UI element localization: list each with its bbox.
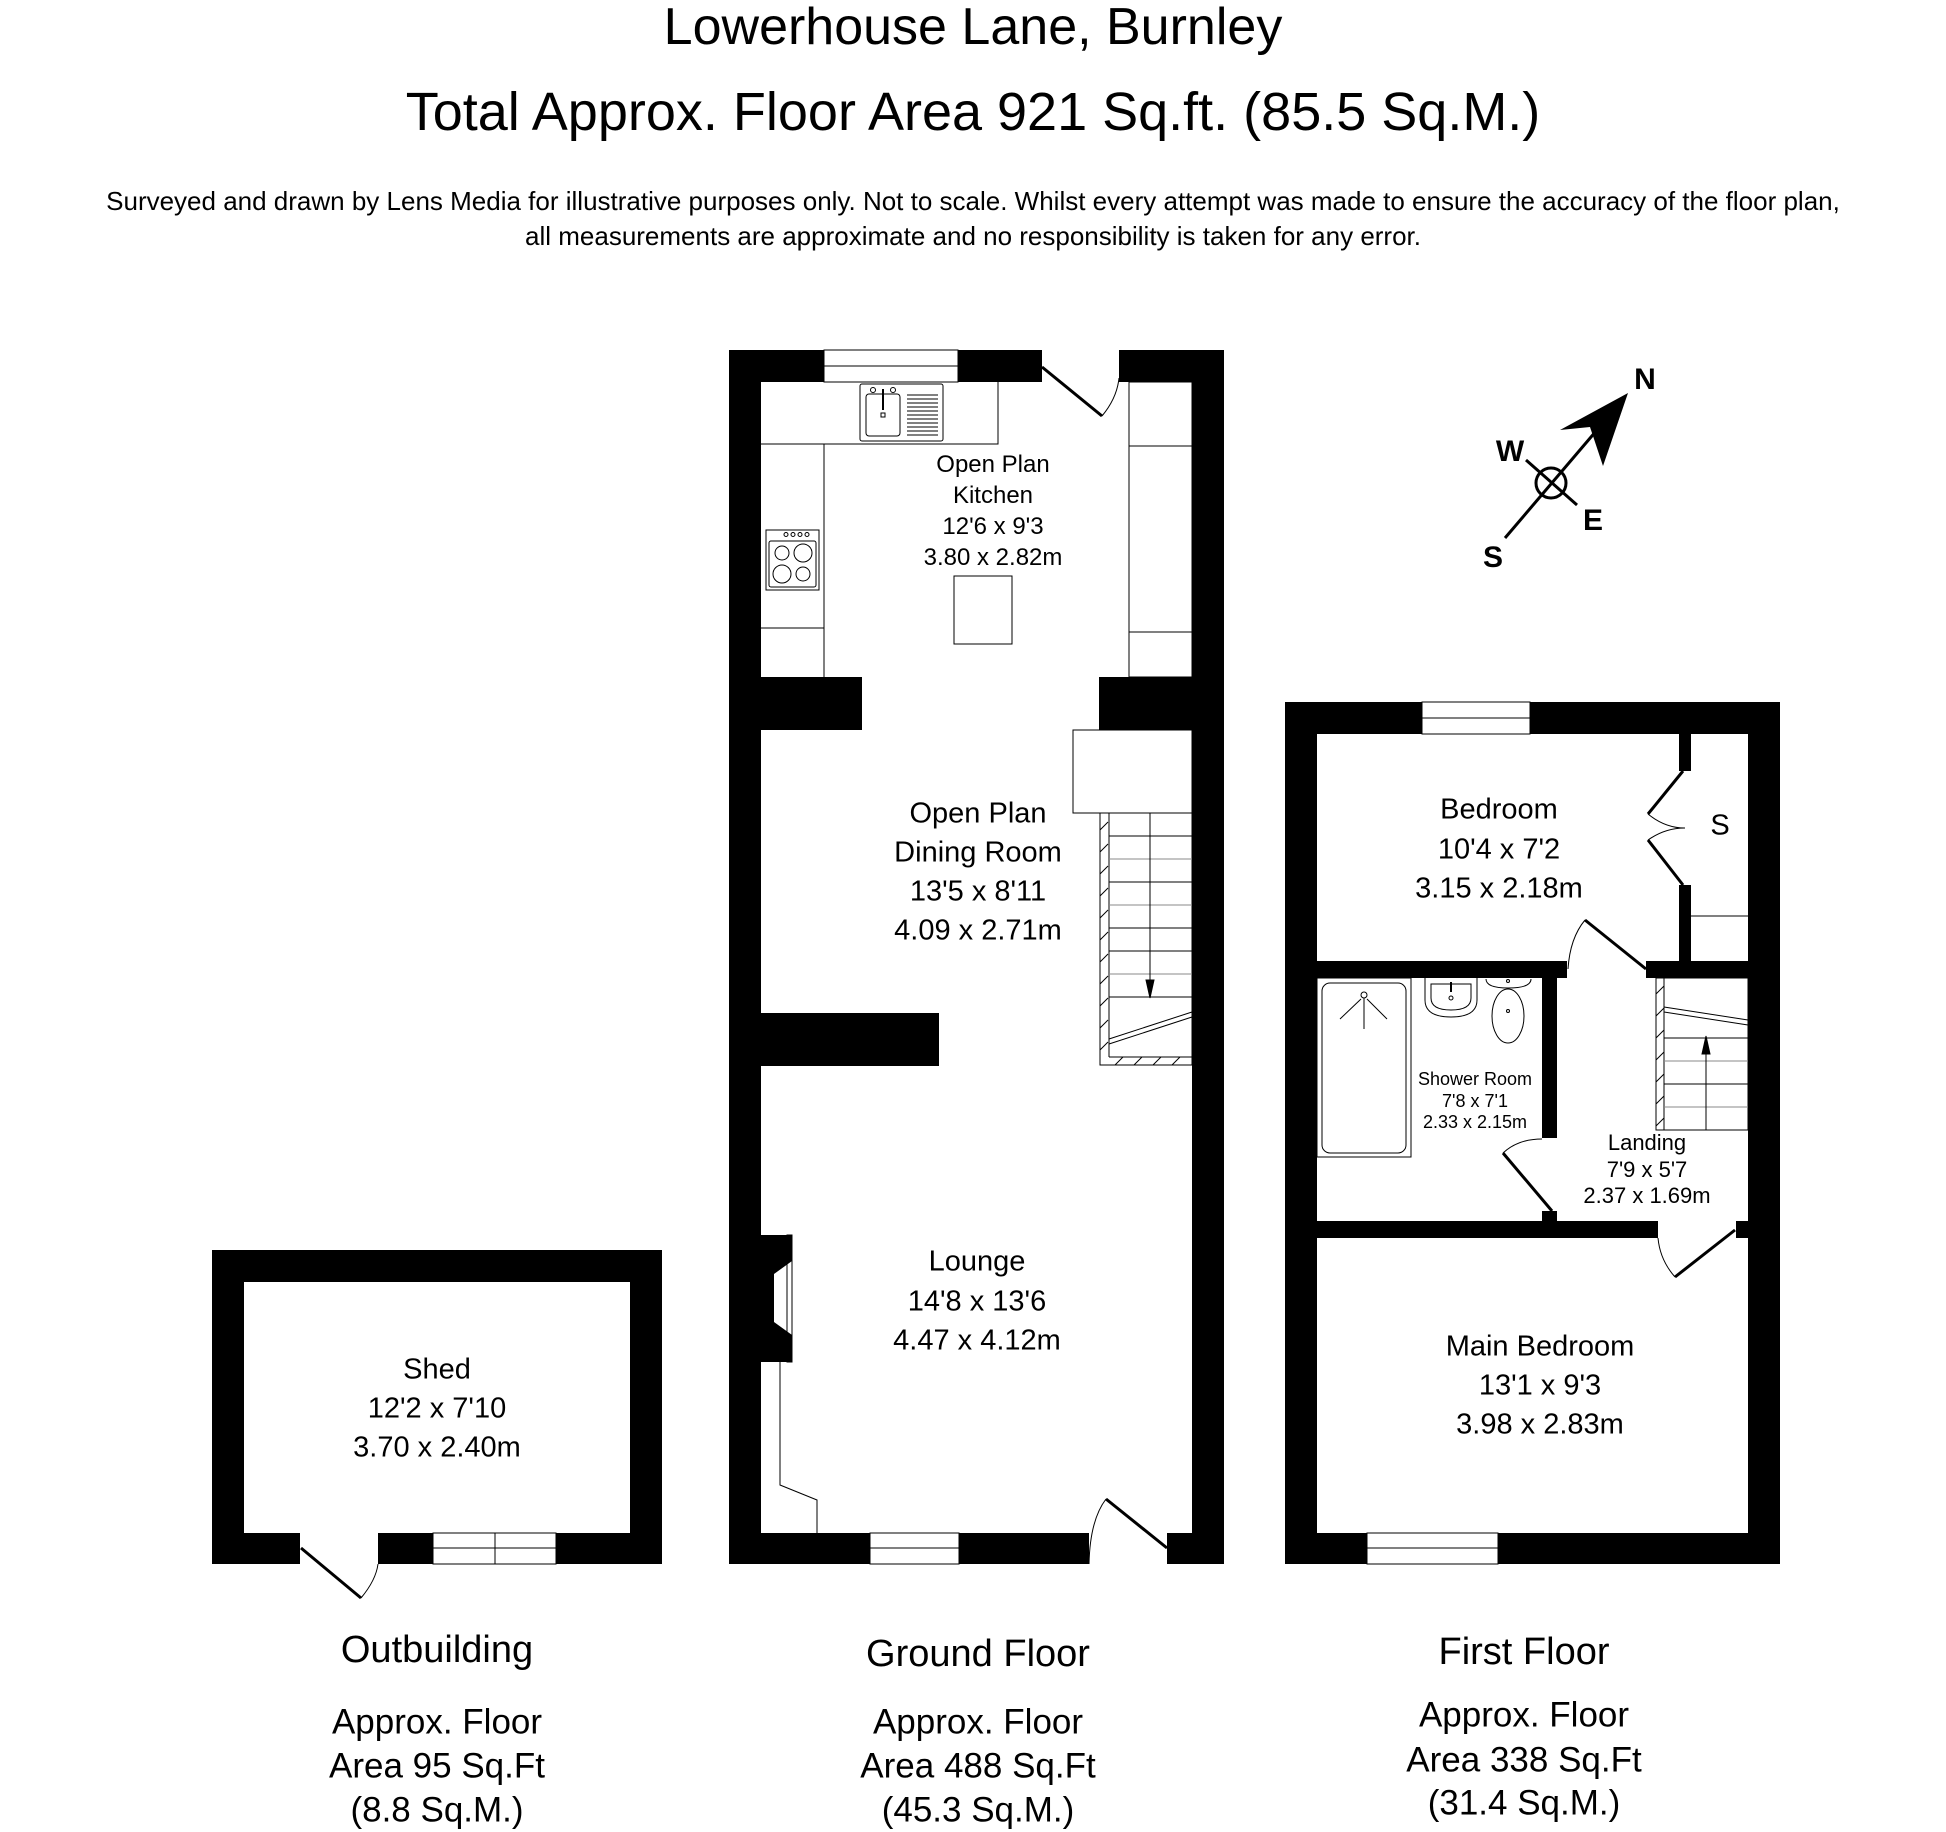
shed-door-icon [301, 1548, 378, 1598]
room-shed-imperial: 12'2 x 7'10 [367, 1392, 507, 1425]
kitchen-hob-icon [766, 530, 819, 590]
compass-north-label: N [1634, 363, 1656, 396]
ff-bedroom-landing-wall [1646, 961, 1748, 978]
shed-window-icon [433, 1533, 556, 1564]
ground-floor-stairs-icon [1073, 730, 1192, 1065]
room-lounge-metric: 4.47 x 4.12m [893, 1324, 1061, 1357]
gf-kitchen-dining-wall-left [729, 677, 862, 730]
compass-west-label: W [1495, 435, 1525, 468]
gf-wall-top-mid [958, 350, 1042, 382]
room-lounge-name: Lounge [928, 1245, 1026, 1278]
room-bedroom-name: Bedroom [1440, 793, 1558, 826]
room-shower-name: Shower Room [1417, 1069, 1533, 1089]
shed-wall-left [212, 1250, 244, 1564]
ff-storage-wall-lower [1679, 885, 1691, 961]
floor-first-title: First Floor [1438, 1631, 1610, 1673]
room-kitchen-metric: 3.80 x 2.82m [923, 544, 1063, 571]
floor-outbuilding-area-2: Area 95 Sq.Ft [329, 1746, 545, 1786]
main-bedroom-door-icon [1658, 1230, 1735, 1277]
floor-first-area-3: (31.4 Sq.M.) [1427, 1783, 1621, 1823]
room-lounge-imperial: 14'8 x 13'6 [907, 1285, 1047, 1318]
floor-ground-area-2: Area 488 Sq.Ft [860, 1746, 1096, 1786]
ff-wall-left [1285, 702, 1317, 1564]
floor-ground-area-3: (45.3 Sq.M.) [881, 1790, 1075, 1830]
washbasin-icon [1425, 978, 1477, 1017]
shower-tray-icon [1317, 978, 1411, 1157]
shed-wall-right [630, 1250, 662, 1564]
shed-wall-bottom-left [212, 1533, 300, 1564]
shed-wall-bottom-right [556, 1533, 662, 1564]
room-bedroom-metric: 3.15 x 2.18m [1415, 872, 1583, 905]
storage-bifold-door-icon [1648, 771, 1685, 885]
room-landing-name: Landing [1607, 1130, 1687, 1155]
floor-first-area-1: Approx. Floor [1418, 1695, 1630, 1735]
shed-wall-top [212, 1250, 662, 1282]
ff-shower-landing-wall [1542, 978, 1557, 1138]
landing-stairs-icon [1656, 978, 1748, 1130]
room-shed-name: Shed [403, 1353, 471, 1386]
shed-wall-bottom-mid [378, 1533, 433, 1564]
room-dining-metric: 4.09 x 2.71m [894, 914, 1062, 947]
ff-shower-mainbed-wall [1317, 1221, 1658, 1238]
compass-south-label: S [1482, 541, 1504, 574]
ff-storage-wall-upper [1679, 734, 1691, 771]
room-landing-metric: 2.37 x 1.69m [1583, 1183, 1711, 1208]
room-dining-imperial: 13'5 x 8'11 [909, 875, 1047, 908]
kitchen-window-icon [824, 350, 958, 382]
room-dining-name-2: Dining Room [894, 836, 1062, 869]
ff-wall-top-right [1530, 702, 1780, 734]
property-address: Lowerhouse Lane, Burnley [663, 0, 1283, 56]
room-kitchen-imperial: 12'6 x 9'3 [942, 513, 1044, 540]
floor-ground-title: Ground Floor [866, 1633, 1090, 1675]
gf-wall-bottom-mid [959, 1533, 1089, 1564]
total-floor-area: Total Approx. Floor Area 921 Sq.ft. (85.5 Sq.M.) [405, 82, 1541, 142]
floor-outbuilding-area-3: (8.8 Sq.M.) [350, 1790, 524, 1830]
ff-wall-right [1748, 702, 1780, 1564]
gf-kitchen-dining-wall-right [1099, 677, 1224, 730]
ff-mainbed-door-stub [1736, 1221, 1748, 1238]
disclaimer-line-1: Surveyed and drawn by Lens Media for illustrative purposes only. Not to scale. Whilst every attempt was made to ensure the accuracy of the floor plan, [106, 186, 1840, 216]
kitchen-door-icon [1042, 367, 1119, 416]
gf-wall-right [1192, 350, 1224, 1564]
kitchen-sink-icon [860, 384, 943, 441]
room-landing-imperial: 7'9 x 5'7 [1606, 1157, 1688, 1182]
gf-wall-bottom-left [729, 1533, 870, 1564]
room-shower-imperial: 7'8 x 7'1 [1442, 1091, 1508, 1111]
floor-outbuilding-area-1: Approx. Floor [331, 1702, 543, 1742]
main-bedroom-window-icon [1367, 1533, 1498, 1564]
bedroom-window-icon [1422, 702, 1530, 734]
bedroom-door-icon [1568, 920, 1646, 969]
room-shower-metric: 2.33 x 2.15m [1422, 1112, 1528, 1132]
room-kitchen-name-1: Open Plan [936, 451, 1050, 478]
shower-room-door-icon [1503, 1139, 1552, 1211]
room-kitchen-name-2: Kitchen [952, 482, 1034, 509]
room-dining-name-1: Open Plan [909, 797, 1047, 830]
compass-east-label: E [1582, 504, 1604, 537]
storage-label: S [1710, 809, 1730, 842]
room-shed-metric: 3.70 x 2.40m [353, 1431, 521, 1464]
ff-bedroom-shower-wall [1317, 961, 1567, 978]
disclaimer-line-2: all measurements are approximate and no responsibility is taken for any error. [525, 221, 1421, 251]
lounge-door-icon [1089, 1499, 1167, 1564]
room-main-bedroom-metric: 3.98 x 2.83m [1456, 1408, 1624, 1441]
floor-ground-area-1: Approx. Floor [872, 1702, 1084, 1742]
kitchen-island [954, 576, 1012, 644]
toilet-icon [1486, 979, 1531, 1043]
room-bedroom-imperial: 10'4 x 7'2 [1437, 833, 1561, 866]
lounge-fireplace-icon [761, 1235, 817, 1533]
floor-outbuilding-title: Outbuilding [340, 1629, 534, 1671]
floor-first-area-2: Area 338 Sq.Ft [1406, 1740, 1642, 1780]
room-main-bedroom-name: Main Bedroom [1445, 1330, 1635, 1363]
gf-wall-bottom-right [1167, 1533, 1224, 1564]
room-main-bedroom-imperial: 13'1 x 9'3 [1478, 1369, 1602, 1402]
gf-wall-left [729, 350, 761, 1564]
ff-shower-door-stub [1542, 1211, 1557, 1221]
lounge-window-icon [870, 1533, 959, 1564]
ff-wall-bottom-left [1285, 1533, 1367, 1564]
gf-dining-lounge-wall [729, 1013, 939, 1066]
ff-wall-bottom-right [1498, 1533, 1780, 1564]
